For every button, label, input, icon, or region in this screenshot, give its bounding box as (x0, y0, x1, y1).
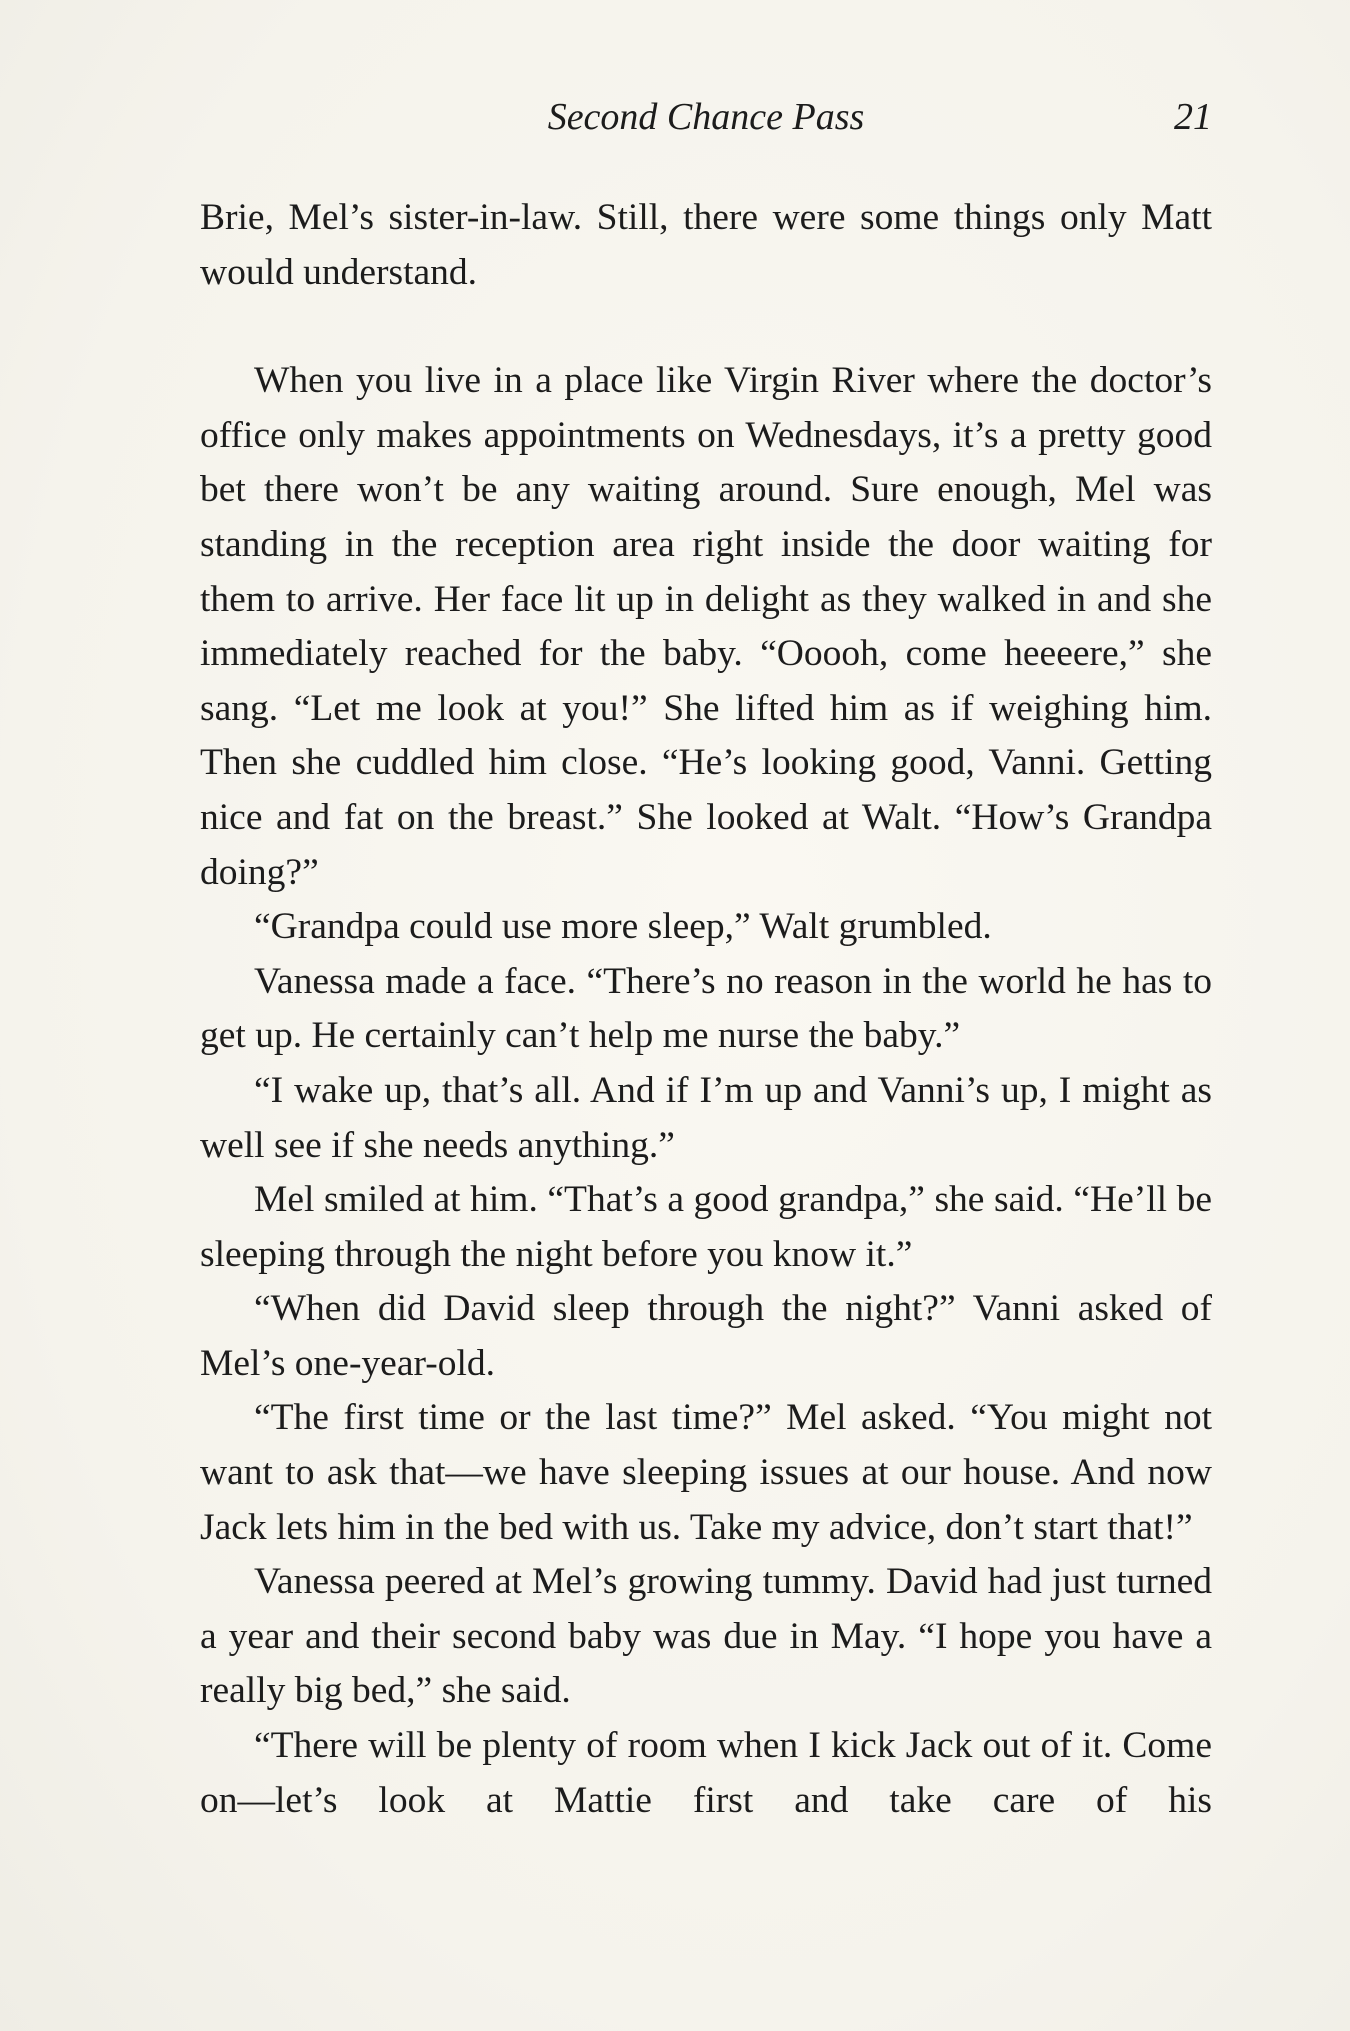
running-header (200, 90, 1212, 144)
paragraph: Vanessa made a face. “There’s no reason in the world he has to get up. He certainly can’t help me nurse the baby.” (200, 960, 1212, 1057)
paragraph: Vanessa peered at Mel’s growing tummy. David had just turned a year and their second baby was due in May. “I hope you have a really big bed,” she said. (200, 1561, 1212, 1712)
paragraph: Mel smiled at him. “That’s a good grandpa,” she said. “He’ll be sleeping through the night before you know it.” (200, 1179, 1212, 1275)
paragraph: Brie, Mel’s sister-in-law. Still, there were some things only Matt would understand. (200, 197, 1212, 293)
paragraph: When you live in a place like Virgin River where the doctor’s office only makes appointments on Wednesdays, it’s a pretty good bet there won’t be any waiting around. Sure enough, Mel was standing in the reception area right inside the door waiting for them to arrive. Her face lit up in delight as they walked in and she immediately reached for the baby. “Ooooh, come heeeere,” she sang. “Let me look at you!” She lifted him as if weighing him. Then she cuddled him close. “He’s looking good, Vanni. Getting nice and fat on the breast.” She looked at Walt. “How’s Grandpa doing?” (200, 360, 1212, 893)
body-text (200, 191, 1212, 1828)
paragraph: “I wake up, that’s all. And if I’m up and Vanni’s up, I might as well see if she needs anything.” (200, 1069, 1212, 1166)
paragraph: “The first time or the last time?” Mel asked. “You might not want to ask that—we have sleeping issues at our house. And now Jack lets him in the bed with us. Take my advice, don’t start that!” (200, 1397, 1212, 1548)
paragraph: “There will be plenty of room when I kick Jack out of it. Come on—let’s look at Mattie first and take care of his (200, 1725, 1212, 1821)
paragraph: “Grandpa could use more sleep,” Walt grumbled. (254, 906, 992, 948)
paragraph: “When did David sleep through the night?” Vanni asked of Mel’s one-year-old. (200, 1288, 1212, 1384)
page-number: 21 (1174, 96, 1212, 138)
running-title: Second Chance Pass (547, 96, 865, 138)
